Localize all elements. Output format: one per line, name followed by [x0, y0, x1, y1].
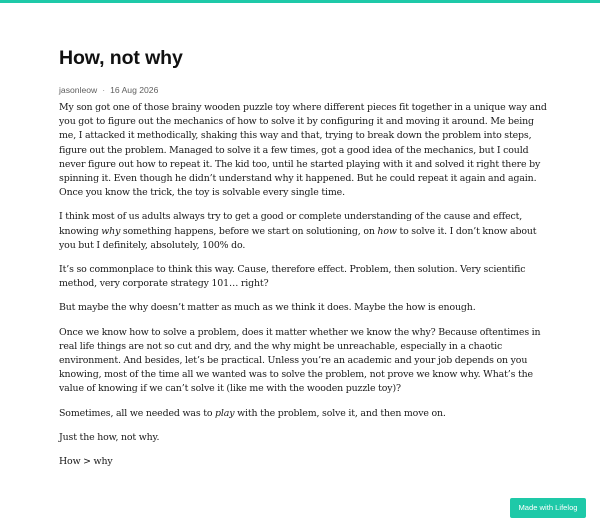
top-accent-bar — [0, 0, 600, 3]
paragraph-6-text-a: Sometimes, all we needed was to — [59, 407, 216, 419]
paragraph-2-emphasis-why: why — [101, 225, 121, 237]
paragraph-2-text-a: I think most of us adults always try to get a good or complete understanding of the cause and effect, knowing — [59, 211, 523, 237]
paragraph-4: But maybe the why doesn’t matter as much as we think it does. Maybe the how is enough. — [59, 302, 476, 314]
paragraph-2 — [59, 210, 549, 253]
paragraph-2-text-b: something happens, before we start on solutioning, on — [120, 225, 378, 237]
post-article — [59, 46, 549, 479]
paragraph-6-text-b: with the problem, solve it, and then move on. — [234, 407, 446, 419]
post-title: How, not why — [59, 47, 183, 69]
paragraph-6 — [59, 407, 549, 421]
paragraph-6-emphasis-play: play — [215, 407, 235, 419]
paragraph-1: My son got one of those brainy wooden puzzle toy where different pieces fit together in a unique way and you got to figure out the mechanics of how to solve it by configuring it and moving it around. Me being me, I attacked it methodically, shaking this way and that, trying to break down the problem into steps, figure out the problem. Managed to solve it a few times, got a good idea of the mechanics, but I could never figure out how to repeat it. The kid too, until he started playing with it and solved it right there by spinning it. Even though he didn’t understand why it happened. But he could repeat it again and again. Once you know the trick, the toy is solvable every single time. — [59, 102, 547, 199]
post-meta — [59, 85, 549, 96]
post-author[interactable]: jasonleow — [59, 85, 98, 95]
post-body — [59, 101, 549, 469]
paragraph-2-text-c: to solve it. I don’t know about you but I definitely, absolutely, 100% do. — [59, 225, 537, 251]
paragraph-5: Once we know how to solve a problem, does it matter whether we know the why? Because oftentimes in real life things are not so cut and dry, and the why might be unreachable, especially in a chaotic environment. And besides, let’s be practical. Unless you’re an academic and your job depends on you knowing, most of the time all we wanted was to solve the problem, not prove we know why. What’s the value of knowing if we can’t solve it (like me with the wooden puzzle toy)? — [59, 326, 541, 395]
paragraph-8: How > why — [59, 456, 113, 468]
paragraph-3: It’s so commonplace to think this way. Cause, therefore effect. Problem, then solution. Very scientific method, very corporate strategy 101… right? — [59, 264, 526, 290]
paragraph-2-emphasis-how: how — [377, 225, 397, 237]
paragraph-7: Just the how, not why. — [59, 431, 160, 443]
post-date: 16 Aug 2026 — [110, 85, 159, 95]
made-with-lifelog-badge[interactable]: Made with Lifelog — [510, 498, 586, 518]
meta-separator: · — [102, 85, 106, 95]
